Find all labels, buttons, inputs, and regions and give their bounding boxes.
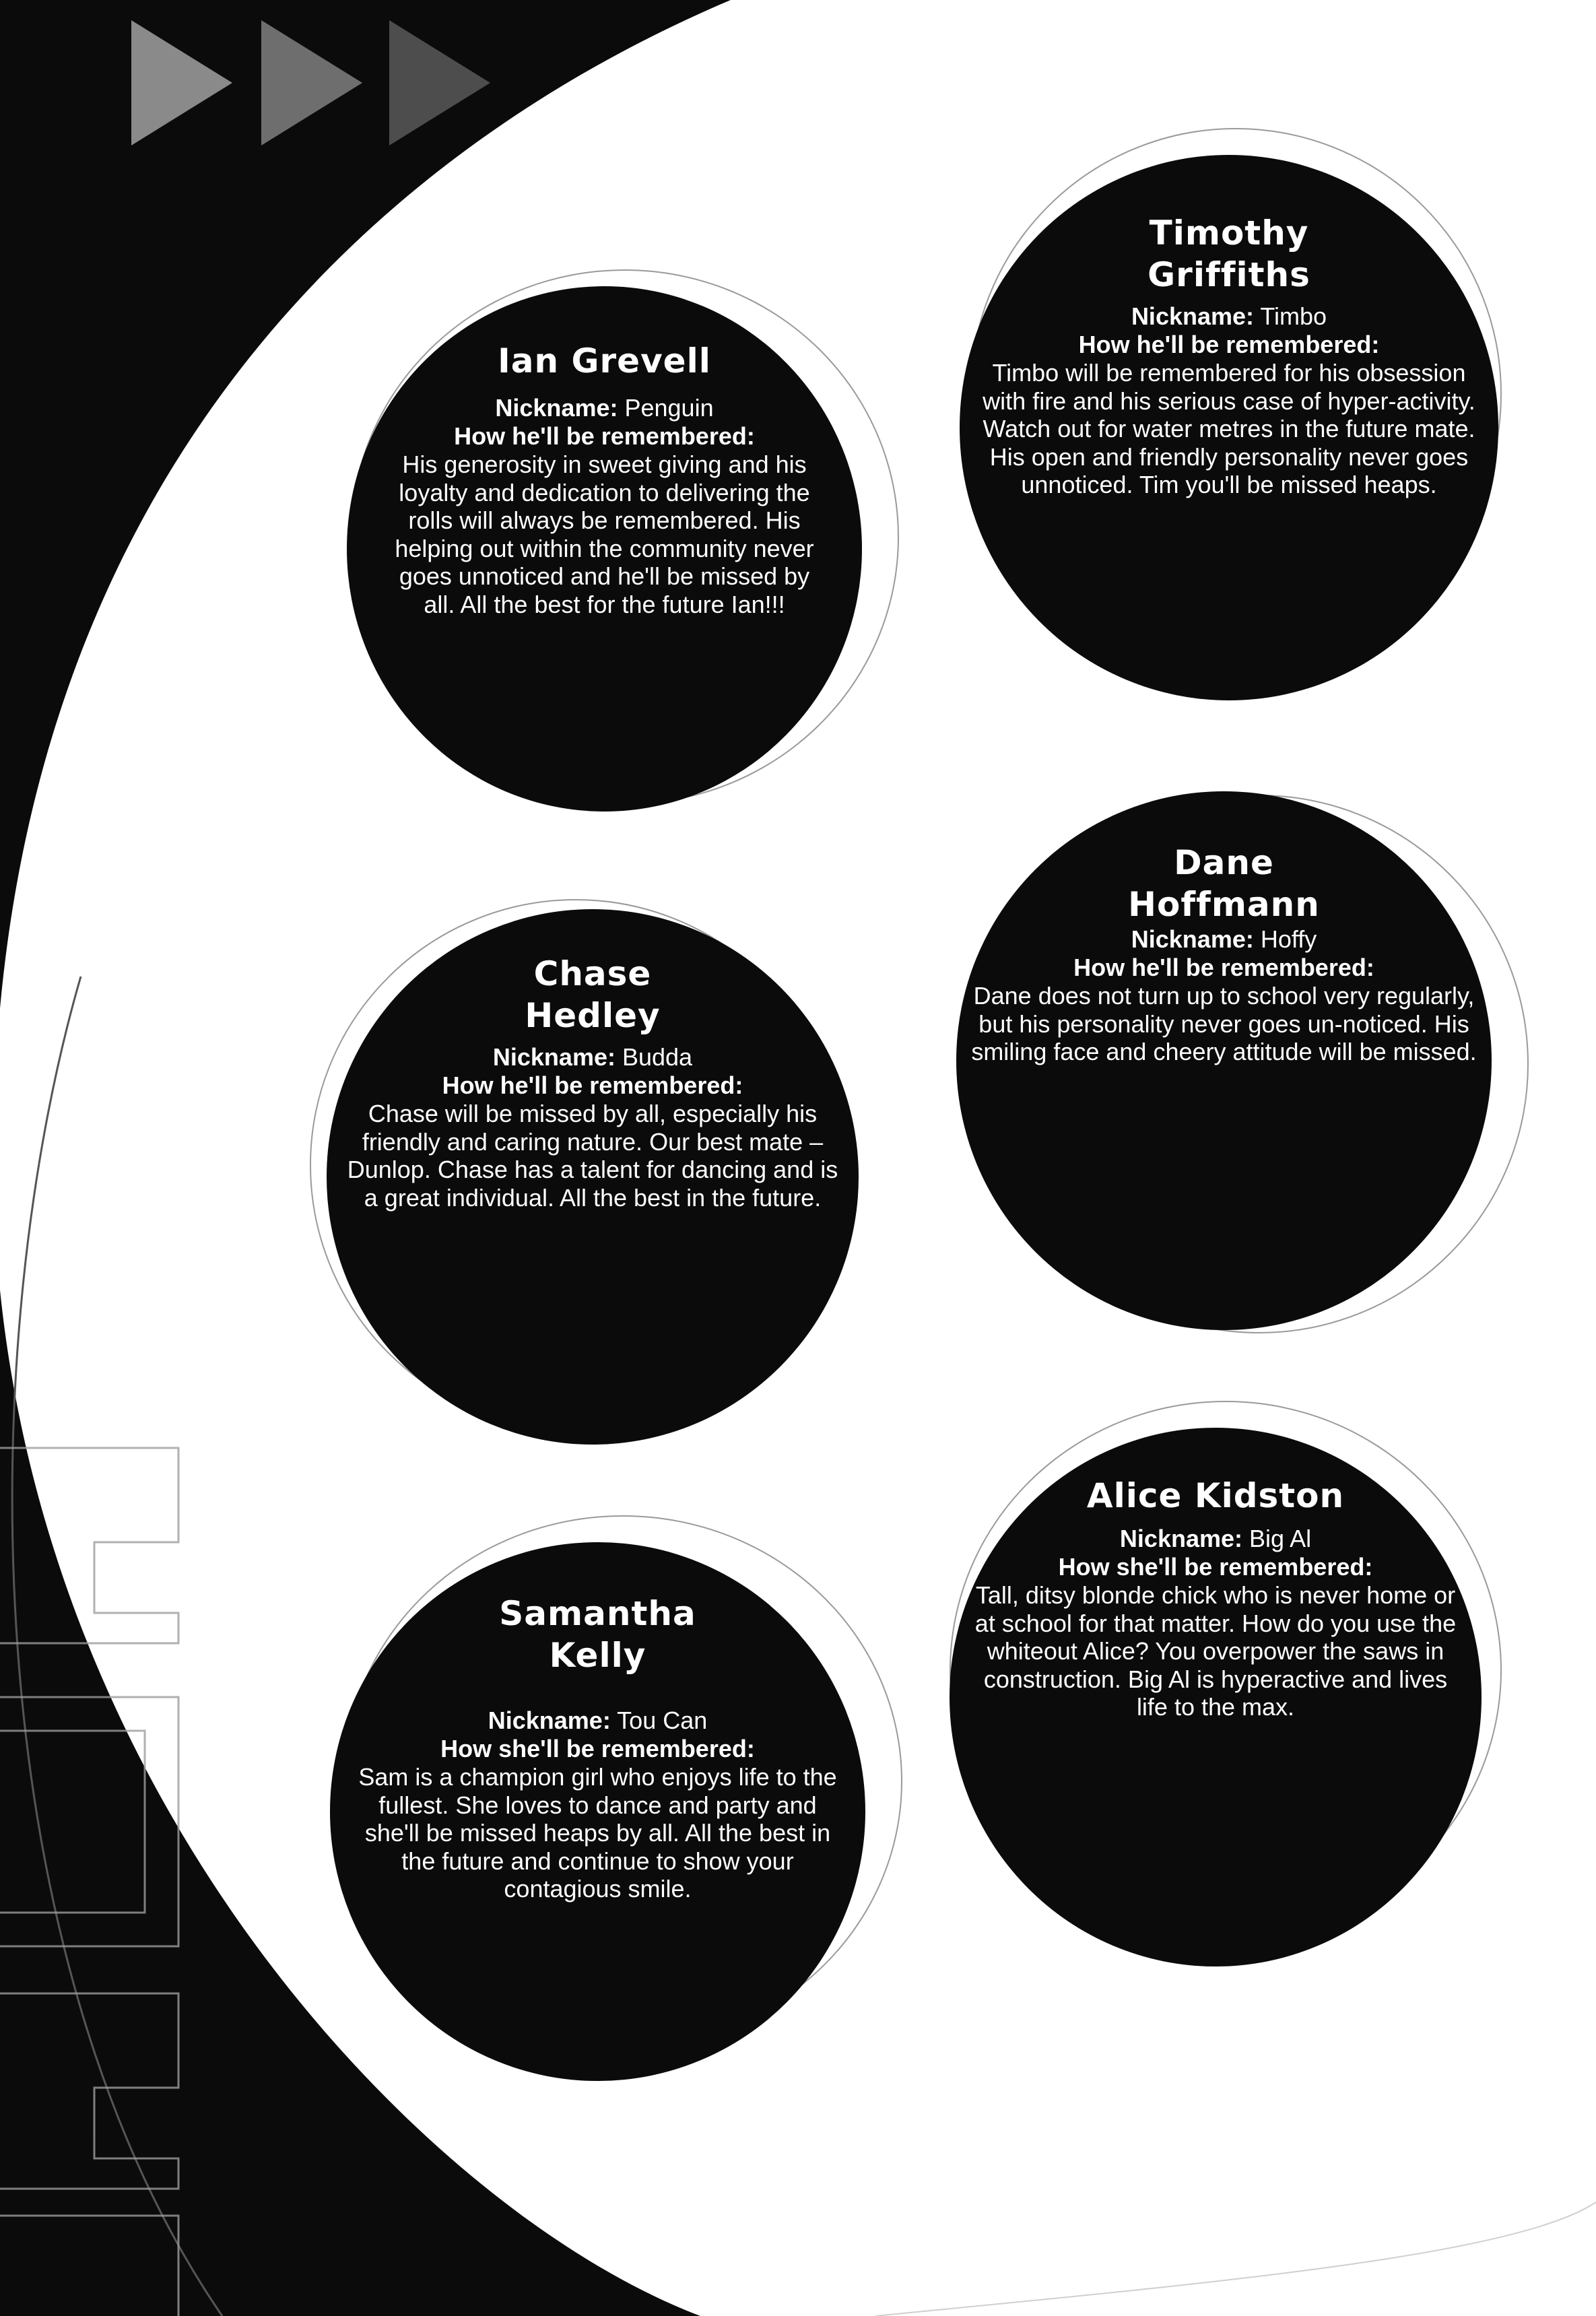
profile-card — [960, 155, 1498, 700]
nickname-line — [956, 925, 1492, 954]
nickname-label: Nickname: — [1131, 925, 1254, 953]
profile-card — [950, 1428, 1482, 1966]
profile-name: Chase Hedley — [525, 954, 661, 1035]
nickname-label: Nickname: — [1131, 302, 1255, 330]
nickname-line — [343, 1707, 852, 1735]
nickname-line — [370, 394, 838, 422]
nickname-value: Tou Can — [617, 1707, 708, 1734]
profile-name: Timothy Griffiths — [1148, 213, 1310, 294]
tribute-text: Tall, ditsy blonde chick who is never home or at school for that matter. How do you use the whiteout Alice? You overpower the saws in construction. Big Al is hyperactive and lives life to the max. — [974, 1581, 1457, 1721]
nickname-label: Nickname: — [495, 394, 618, 422]
tribute-text: Dane does not turn up to school very regularly, but his personality never goes un-noticed. His smiling face and cheery attitude will be missed. — [971, 982, 1477, 1065]
nickname-line — [340, 1043, 845, 1071]
tribute-text: Timbo will be remembered for his obsession with fire and his serious case of hyper-activity. Watch out for water metres in the future mate. His open and friendly personality never goes unnoticed. Tim you'll be missed heaps. — [983, 359, 1475, 498]
nickname-line — [970, 302, 1488, 331]
nickname-line — [960, 1525, 1471, 1553]
nickname-value: Budda — [622, 1043, 693, 1071]
remembered-label: How he'll be remembered: — [454, 422, 755, 450]
remembered-label: How he'll be remembered: — [1073, 954, 1374, 981]
remembered-label: How he'll be remembered: — [1078, 331, 1380, 358]
remembered-label: How she'll be remembered: — [1058, 1553, 1373, 1581]
tribute-text: Chase will be missed by all, especially his friendly and caring nature. Our best mate – Dunlop. Chase has a talent for dancing and is a great individual. All the best in the future. — [347, 1100, 838, 1212]
nickname-label: Nickname: — [488, 1707, 611, 1734]
nickname-value: Hoffy — [1260, 925, 1317, 953]
profile-name: Alice Kidston — [1086, 1476, 1345, 1515]
profile-name: Ian Grevell — [498, 341, 711, 381]
profile-card — [330, 1542, 865, 2081]
profile-card — [327, 909, 859, 1445]
nickname-label: Nickname: — [1119, 1525, 1242, 1552]
profile-card — [956, 791, 1492, 1330]
nickname-value: Big Al — [1249, 1525, 1312, 1552]
profile-name: Samantha Kelly — [499, 1594, 696, 1675]
tribute-text: His generosity in sweet giving and his loyalty and dedication to delivering the rolls will always be remembered. His helping out within the community never goes unnoticed and he'll be missed by all. All the best for the future Ian!!! — [395, 451, 814, 618]
nickname-value: Timbo — [1260, 302, 1327, 330]
profile-name: Dane Hoffmann — [1128, 843, 1320, 924]
remembered-label: How she'll be remembered: — [440, 1735, 755, 1762]
tribute-text: Sam is a champion girl who enjoys life to the fullest. She loves to dance and party and she'll be missed heaps by all. All the best in the future and continue to show your contagious smile. — [358, 1763, 837, 1903]
right-curve-line — [875, 2202, 1596, 2316]
profile-card — [347, 286, 862, 812]
nickname-value: Penguin — [624, 394, 714, 422]
remembered-label: How he'll be remembered: — [442, 1071, 743, 1099]
nickname-label: Nickname: — [492, 1043, 616, 1071]
